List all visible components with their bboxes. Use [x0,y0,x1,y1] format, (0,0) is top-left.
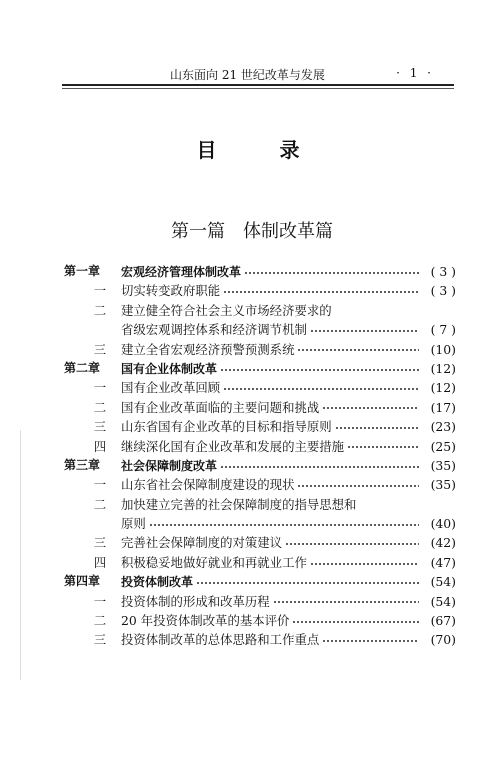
running-title: 山东面向 21 世纪改革与发展 [170,68,325,82]
toc-entry [121,301,456,320]
dot-leader [297,480,419,490]
toc-title: 目 录 [196,138,328,162]
dot-leader [223,383,419,393]
part-name: 体制改革篇 [243,221,333,242]
dot-leader [310,558,419,568]
toc-page-number: (54) [430,593,456,609]
toc-section-row[interactable] [64,533,456,552]
toc-entry [121,553,456,572]
toc-section-row[interactable] [64,553,456,572]
toc-section-row[interactable] [64,281,456,300]
toc-entry [121,262,456,282]
scan-margin-line [20,430,21,680]
toc-entry [121,611,456,630]
toc-page-number: (10) [430,341,456,357]
toc-entry-title: 原则 [121,516,146,532]
toc-section-row[interactable] [64,630,456,649]
toc-entry [121,572,456,592]
dot-leader [244,267,419,277]
toc-page-number: ( 3 ) [430,264,456,279]
toc-entry [121,320,456,339]
toc-entry-title: 国有企业体制改革 [121,361,218,376]
toc-page-number: ( 3 ) [430,283,456,299]
toc-entry-title: 省级宏观调控体系和经济调节机制 [121,322,307,338]
toc-entry-title: 完善社会保障制度的对策建议 [121,535,283,551]
page-number: · 1 · [396,66,434,80]
toc-page-number: (35) [430,457,456,473]
toc-entry-number: 一 [93,283,107,299]
toc-entry [121,592,456,611]
toc-section-row[interactable] [64,495,456,514]
toc-entry-title: 继续深化国有企业改革和发展的主要措施 [121,438,345,454]
toc-entry [121,417,456,436]
dot-leader [220,461,419,471]
toc-entry [121,437,456,456]
dot-leader [335,422,419,432]
toc-page-number: (47) [430,554,456,570]
toc-entry [121,475,456,494]
dot-leader [220,364,419,374]
part-title [0,217,504,243]
toc-entry-number: 二 [93,613,107,629]
dot-leader [297,344,419,354]
toc-entry-title: 山东省国有企业改革的目标和指导原则 [121,419,332,435]
toc-section-row[interactable] [64,437,456,456]
toc-chapter-row[interactable] [64,262,456,281]
toc-chapter-row[interactable] [64,359,456,378]
toc-entry-title: 投资体制改革 [121,575,194,590]
dot-leader [322,635,419,645]
dot-leader [322,402,419,412]
toc-entry [121,398,456,417]
toc-entry-title: 切实转变政府职能 [121,283,221,299]
toc-entry-title: 宏观经济管理体制改革 [121,265,242,279]
dot-leader [149,519,419,529]
toc-entry-title: 加快建立完善的社会保障制度的指导思想和 [121,496,357,512]
toc-chapter-row[interactable] [64,572,456,591]
toc-entry [121,359,456,379]
toc-entry-number: 四 [93,438,107,454]
toc-entry [121,630,456,649]
toc-section-row[interactable] [64,301,456,320]
dot-leader [223,286,419,296]
page-header [62,62,454,86]
toc-entry-number: 三 [93,419,107,435]
toc-entry-number: 二 [93,302,107,318]
toc-entry-number: 一 [93,593,107,609]
toc-page-number: (23) [430,419,456,435]
toc-section-row[interactable] [64,417,456,436]
toc-page-number: (12) [430,360,456,376]
toc-chapter-row[interactable] [64,456,456,475]
dot-leader [347,441,419,451]
toc-entry-number: 第四章 [64,574,101,589]
toc-section-row[interactable] [64,340,456,359]
toc-section-row[interactable] [64,378,456,397]
toc-entry-title: 积极稳妥地做好就业和再就业工作 [121,554,307,570]
toc-entry-number: 一 [93,380,107,396]
toc-page-number: (12) [430,380,456,396]
toc-entry-number: 第一章 [64,264,101,278]
dot-leader [310,325,419,335]
toc-entry-title: 山东省社会保障制度建设的现状 [121,477,295,493]
dot-leader [273,596,419,606]
toc-entry-number: 三 [93,632,107,648]
toc-page-number: (17) [430,399,456,415]
toc-entry [121,340,456,359]
toc-entry-title: 社会保障制度改革 [121,458,218,473]
toc-page-number: (35) [430,477,456,493]
toc-entry [121,378,456,397]
part-label: 第一篇 [171,221,225,242]
toc-section-row[interactable] [64,398,456,417]
dot-leader [196,577,419,587]
toc-entry [121,281,456,300]
toc-entry-title: 国有企业改革回顾 [121,380,221,396]
toc-entry-number: 二 [93,399,107,415]
toc-entry-title: 建立全省宏观经济预警预测系统 [121,341,295,357]
dot-leader [285,538,419,548]
toc-page-number: (42) [430,535,456,551]
toc-entry-title: 国有企业改革面临的主要问题和挑战 [121,399,320,415]
toc-section-row[interactable] [64,611,456,630]
toc-entry [121,514,456,533]
toc-entry-number: 二 [93,496,107,512]
toc-entry-title: 投资体制改革的总体思路和工作重点 [121,632,320,648]
toc-entry [121,495,456,514]
toc-page-number: (70) [430,632,456,648]
toc-entry-title: 20 年投资体制改革的基本评价 [121,613,290,629]
toc-entry-title: 建立健全符合社会主义市场经济要求的 [121,302,332,318]
toc-entry-number: 一 [93,477,107,493]
toc-entry [121,456,456,476]
toc-entry-number: 三 [93,341,107,357]
toc-entry-title: 投资体制的形成和改革历程 [121,593,270,609]
toc-section-row[interactable] [64,320,456,339]
toc-entry-number: 四 [93,554,107,570]
toc-page-number: (67) [430,613,456,629]
toc-entry-number: 三 [93,535,107,551]
toc-section-row[interactable] [64,592,456,611]
toc-page-number: (54) [430,574,456,590]
toc-entry-number: 第二章 [64,360,101,375]
toc-section-row[interactable] [64,514,456,533]
table-of-contents [64,262,456,650]
toc-entry-number: 第三章 [64,457,101,472]
toc-entry [121,533,456,552]
toc-page-number: (40) [430,516,456,532]
toc-section-row[interactable] [64,475,456,494]
dot-leader [292,616,419,626]
toc-page-number: (25) [430,438,456,454]
toc-page-number: ( 7 ) [430,322,456,338]
